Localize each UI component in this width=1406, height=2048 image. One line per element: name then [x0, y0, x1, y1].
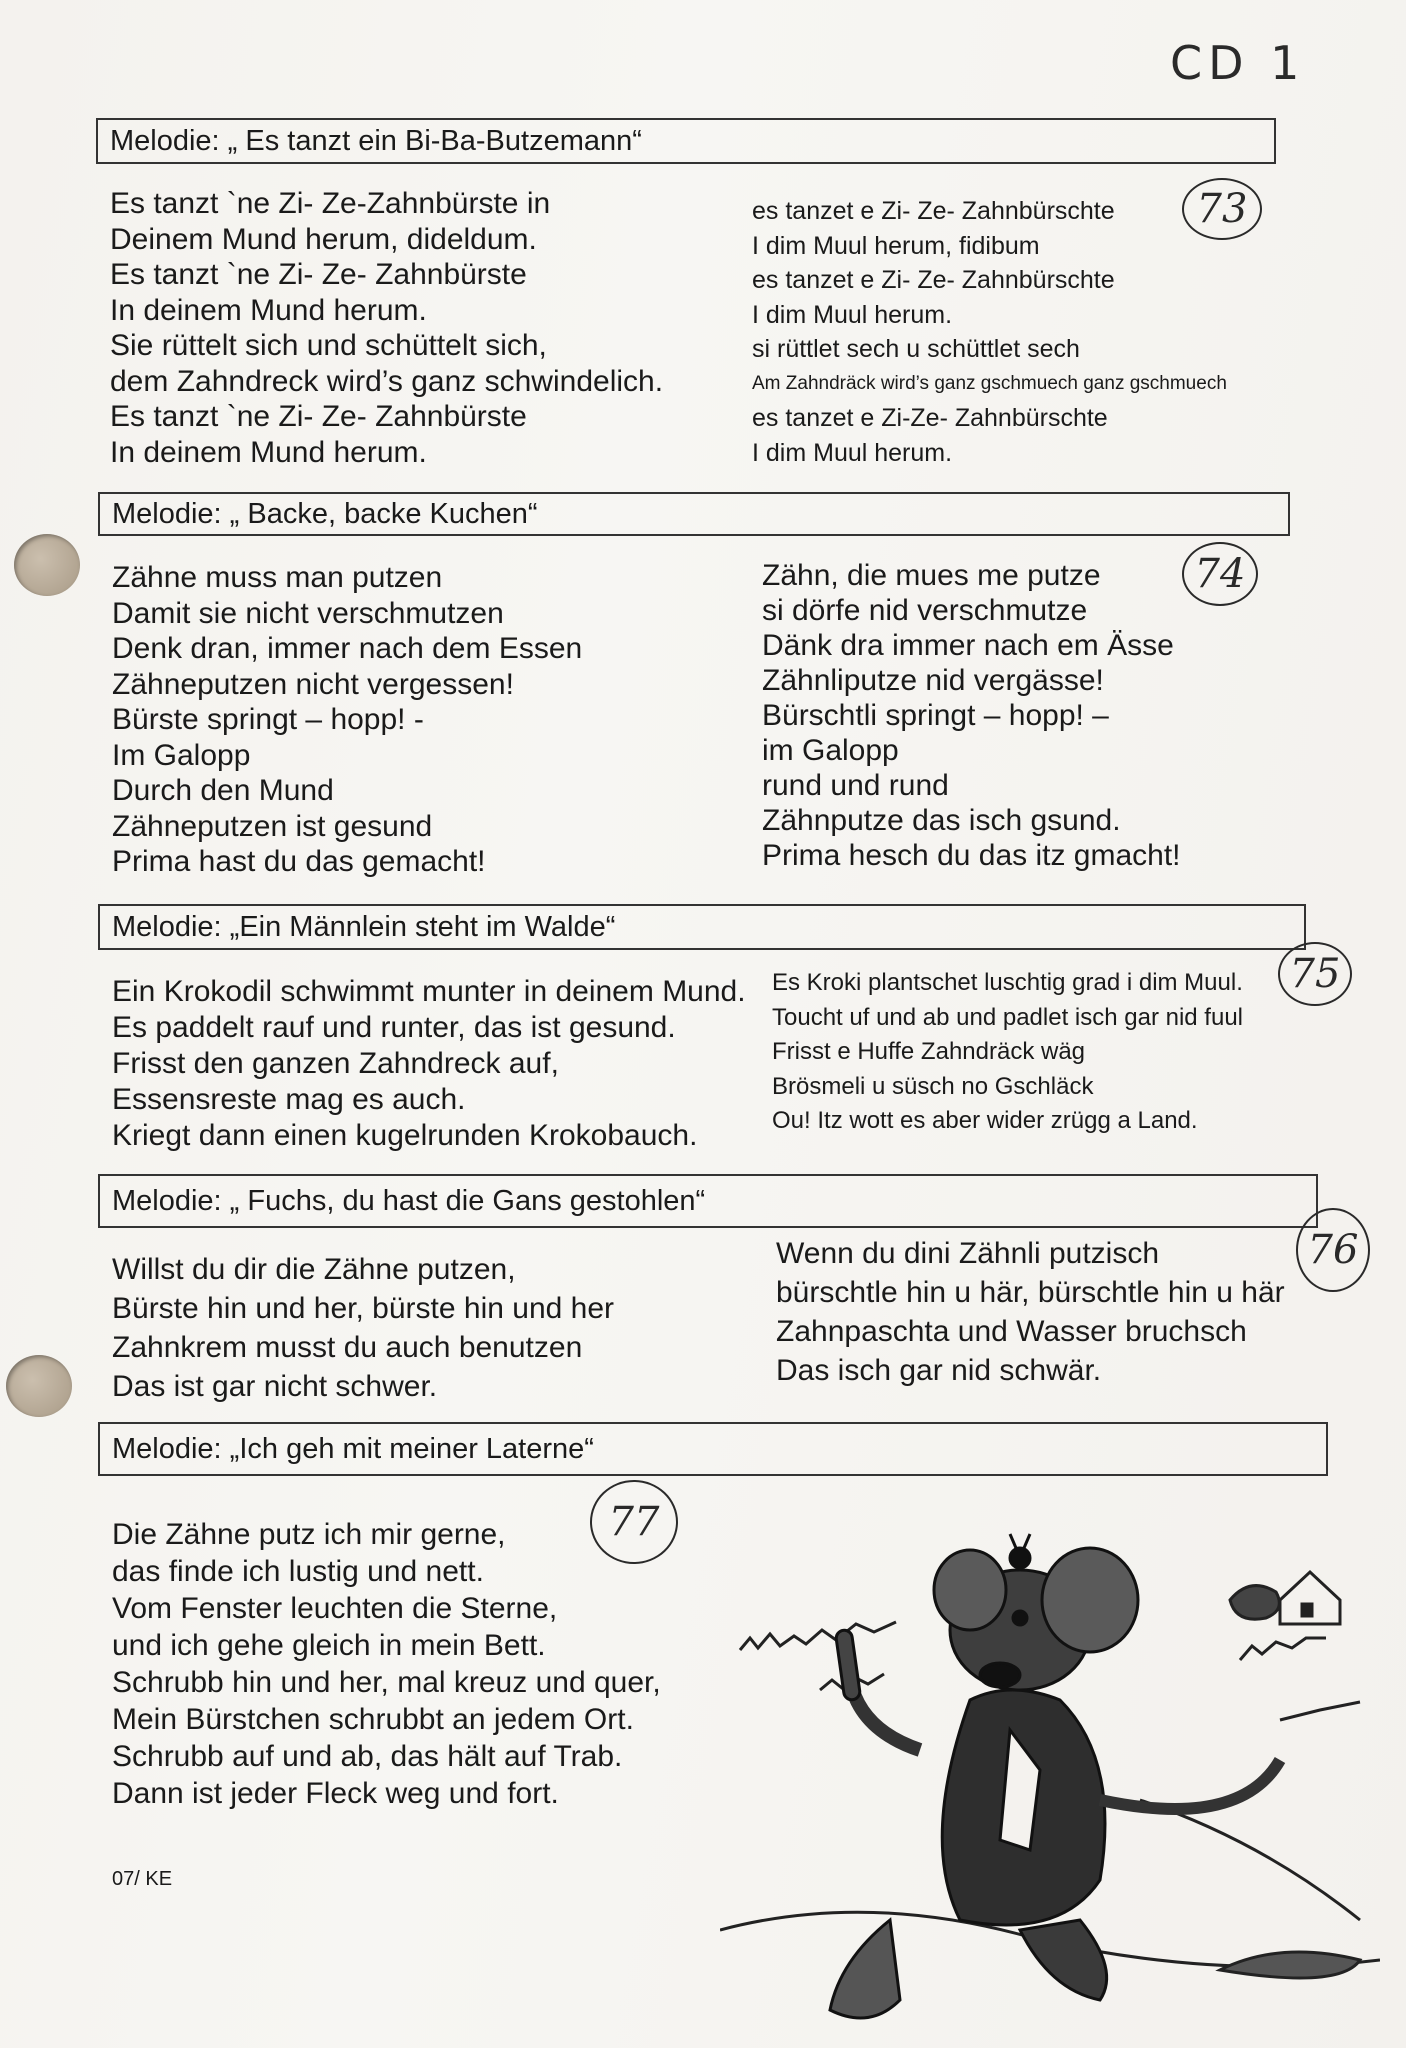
lyric-line: Toucht uf und ab und padlet isch gar nid fuul [772, 1003, 1243, 1031]
lyric-line: Damit sie nicht verschmutzen [112, 596, 504, 630]
melody-title: Melodie: „Ich geh mit meiner Laterne“ [112, 1432, 594, 1465]
lyric-line: Kriegt dann einen kugelrunden Krokobauch. [112, 1119, 698, 1152]
melody-title: Melodie: „ Fuchs, du hast die Gans gestohlen“ [112, 1184, 706, 1217]
lyric-line: Denk dran, immer nach dem Essen [112, 632, 583, 665]
lyric-line: Bürste hin und her, bürste hin und her [112, 1292, 615, 1325]
dialect-lyrics-1 [752, 194, 1227, 470]
lyric-line: es tanzet e Zi- Ze- Zahnbürschte [752, 197, 1115, 225]
lyric-line: Wenn du dini Zähnli putzisch [776, 1237, 1159, 1270]
melody-box-5 [98, 1422, 1328, 1476]
lyric-line: Prima hast du das gemacht! [112, 845, 486, 878]
lyric-line: Willst du dir die Zähne putzen, [112, 1253, 516, 1286]
lyric-line: Frisst den ganzen Zahndreck auf, [112, 1047, 559, 1080]
song-number-76: 76 [1296, 1208, 1370, 1292]
melody-box-1 [96, 118, 1276, 164]
lyric-line: Essensreste mag es auch. [112, 1083, 466, 1116]
lyric-line: si rüttlet sech u schüttlet sech [752, 335, 1080, 363]
header-note: CD 1 [1170, 36, 1306, 90]
lyric-line: Das isch gar nid schwär. [776, 1354, 1102, 1387]
dialect-lyrics-2 [762, 558, 1181, 873]
lyric-line: Im Galopp [112, 738, 251, 772]
lyric-line: Ein Krokodil schwimmt munter in deinem Mund. [112, 975, 746, 1008]
melody-title: Melodie: „ Backe, backe Kuchen“ [112, 497, 538, 530]
lyric-line: Dänk dra immer nach em Ässe [762, 629, 1174, 662]
lyric-line: Zähnputze das isch gsund. [762, 804, 1121, 837]
lyric-line: und ich gehe gleich in mein Bett. [112, 1629, 546, 1662]
lyric-line: Es tanzt `ne Zi- Ze- Zahnbürste [110, 258, 527, 291]
melody-box-4 [98, 1174, 1318, 1228]
lyric-line: I dim Muul herum, fidibum [752, 231, 1040, 260]
lyric-line: Am Zahndräck wird’s ganz gschmuech ganz gschmuech [752, 372, 1227, 394]
melody-box-2 [98, 492, 1290, 536]
lyric-line: das finde ich lustig und nett. [112, 1555, 484, 1588]
lyric-line: Bürste springt – hopp! - [112, 703, 424, 736]
lyric-line: Dann ist jeder Fleck weg und fort. [112, 1777, 559, 1810]
lyric-line: I dim Muul herum. [752, 438, 953, 467]
footer-code: 07/ KE [112, 1868, 173, 1890]
melody-title: Melodie: „ Es tanzt ein Bi-Ba-Butzemann“ [110, 124, 642, 157]
lyric-line: Es paddelt rauf und runter, das ist gesund. [112, 1011, 676, 1044]
lyric-line: Die Zähne putz ich mir gerne, [112, 1518, 506, 1551]
lyric-line: Ou! Itz wott es aber wider zrügg a Land. [772, 1107, 1198, 1134]
mouse-toothbrush-illustration [720, 1500, 1380, 2040]
lyric-line: Brösmeli u süsch no Gschläck [772, 1072, 1094, 1100]
lyric-line: In deinem Mund herum. [110, 435, 427, 469]
lyric-line: si dörfe nid verschmutze [762, 594, 1088, 627]
song-number-74: 74 [1182, 542, 1258, 606]
german-lyrics-4 [112, 1250, 614, 1406]
song-number-77: 77 [590, 1480, 678, 1564]
lyric-line: Zähnliputze nid vergässe! [762, 664, 1104, 697]
lyric-line: Sie rüttelt sich und schüttelt sich, [110, 329, 547, 362]
melody-title: Melodie: „Ein Männlein steht im Walde“ [112, 910, 616, 943]
lyric-line: Mein Bürstchen schrubbt an jedem Ort. [112, 1703, 634, 1736]
lyric-line: Prima hesch du das itz gmacht! [762, 839, 1181, 872]
lyric-line: Bürschtli springt – hopp! – [762, 699, 1109, 732]
lyric-line: Es tanzt `ne Zi- Ze- Zahnbürste [110, 400, 527, 433]
lyric-line: Vom Fenster leuchten die Sterne, [112, 1592, 558, 1625]
lyric-line: Zähneputzen ist gesund [112, 809, 433, 843]
song-number-75: 75 [1278, 942, 1352, 1006]
lyric-line: Das ist gar nicht schwer. [112, 1370, 438, 1403]
lyric-line: im Galopp [762, 734, 899, 767]
punch-hole-bottom [6, 1355, 72, 1417]
lyric-line: Zähne muss man putzen [112, 561, 443, 594]
lyric-line: Deinem Mund herum, dideldum. [110, 222, 537, 256]
lyric-line: Zähneputzen nicht vergessen! [112, 667, 514, 701]
lyric-line: Es Kroki plantschet luschtig grad i dim Muul. [772, 969, 1243, 996]
german-lyrics-1 [110, 186, 663, 470]
lyric-line: Zahnkrem musst du auch benutzen [112, 1331, 583, 1364]
german-lyrics-2 [112, 560, 582, 880]
lyric-line: Schrubb hin und her, mal kreuz und quer, [112, 1666, 661, 1699]
dialect-lyrics-4 [776, 1234, 1285, 1390]
lyric-line: bürschtle hin u här, bürschtle hin u här [776, 1276, 1285, 1309]
song-number-73: 73 [1182, 178, 1262, 240]
lyric-line: I dim Muul herum. [752, 300, 953, 329]
lyric-line: rund und rund [762, 769, 949, 802]
lyric-line: es tanzet e Zi- Ze- Zahnbürschte [752, 266, 1115, 294]
punch-hole-top [14, 534, 80, 596]
german-lyrics-5 [112, 1516, 661, 1812]
lyric-line: dem Zahndreck wird’s ganz schwindelich. [110, 364, 664, 398]
melody-box-3 [98, 904, 1306, 950]
german-lyrics-3 [112, 974, 746, 1154]
lyric-line: Schrubb auf und ab, das hält auf Trab. [112, 1740, 623, 1773]
lyric-line: Zähn, die mues me putze [762, 559, 1101, 592]
lyric-line: Zahnpaschta und Wasser bruchsch [776, 1315, 1247, 1348]
dialect-lyrics-3 [772, 966, 1243, 1139]
lyric-line: Frisst e Huffe Zahndräck wäg [772, 1038, 1086, 1065]
lyric-line: Durch den Mund [112, 774, 334, 807]
lyric-line: es tanzet e Zi-Ze- Zahnbürschte [752, 404, 1108, 432]
lyric-line: In deinem Mund herum. [110, 293, 427, 327]
lyric-line: Es tanzt `ne Zi- Ze-Zahnbürste in [110, 187, 551, 220]
